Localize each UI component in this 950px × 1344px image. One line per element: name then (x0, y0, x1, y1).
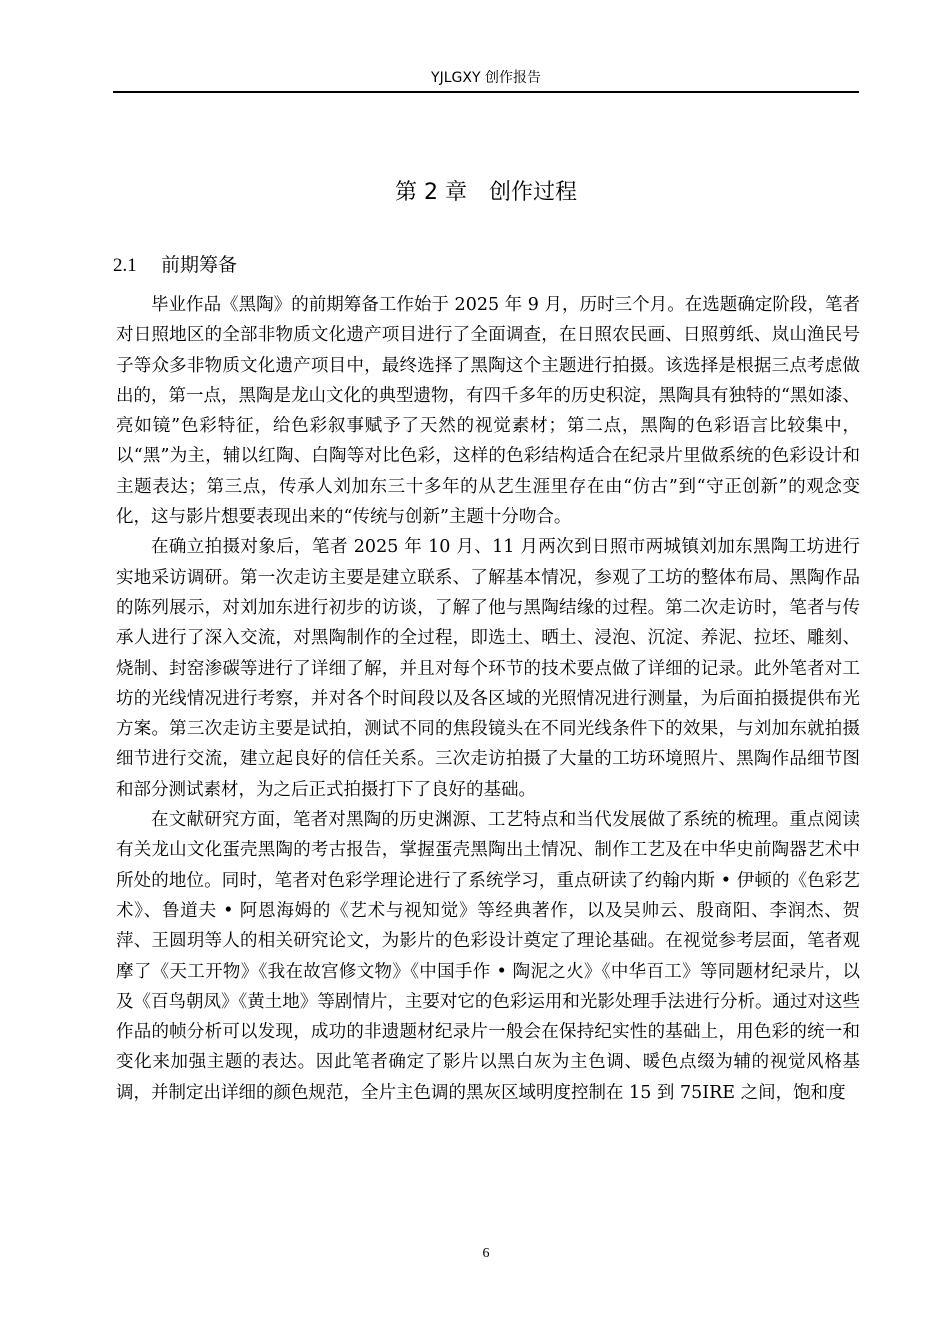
body-text (116, 290, 860, 1108)
chapter-title (113, 176, 859, 210)
header-rule (113, 91, 859, 93)
paragraph: 在确立拍摄对象后，笔者 2025 年 10 月、11 月两次到日照市两城镇刘加东黑陶工坊进行实地采访调研。第一次走访主要是建立联系、了解基本情况，参观了工坊的整体布局、黑陶作品的陈列展示，对刘加东进行初步的访谈，了解了他与黑陶结缘的过程。第二次走访时，笔者与传承人进行了深入交流，对黑陶制作的全过程，即选土、晒土、浸泡、沉淀、养泥、拉坯、雕刻、烧制、封窑渗碳等进行了详细了解，并且对每个环节的技术要点做了详细的记录。此外笔者对工坊的光线情况进行考察，并对各个时间段以及各区域的光照情况进行测量，为后面拍摄提供布光方案。第三次走访主要是试拍，测试不同的焦段镜头在不同光线条件下的效果，与刘加东就拍摄细节进行交流，建立起良好的信任关系。三次走访拍摄了大量的工坊环境照片、黑陶作品细节图和部分测试素材，为之后正式拍摄打下了良好的基础。 (116, 537, 860, 800)
chapter-number: 第 2 章 (395, 180, 467, 205)
paragraph: 毕业作品《黑陶》的前期筹备工作始于 2025 年 9 月，历时三个月。在选题确定阶段，笔者对日照地区的全部非物质文化遗产项目进行了全面调查，在日照农民画、日照剪纸、岚山渔民号子等众多非物质文化遗产项目中，最终选择了黑陶这个主题进行拍摄。该选择是根据三点考虑做出的，第一点，黑陶是龙山文化的典型遗物，有四千多年的历史积淀，黑陶具有独特的“黑如漆、亮如镜”色彩特征，给色彩叙事赋予了天然的视觉素材；第二点，黑陶的色彩语言比较集中，以“黑”为主，辅以红陶、白陶等对比色彩，这样的色彩结构适合在纪录片里做系统的色彩设计和主题表达；第三点，传承人刘加东三十多年的从艺生涯里存在由“仿古”到“守正创新”的观念变化，这与影片想要表现出来的“传统与创新”主题十分吻合。 (116, 295, 860, 528)
section-heading (113, 251, 237, 280)
paragraph: 在文献研究方面，笔者对黑陶的历史渊源、工艺特点和当代发展做了系统的梳理。重点阅读有关龙山文化蛋壳黑陶的考古报告，掌握蛋壳黑陶出土情况、制作工艺及在中华史前陶器艺术中所处的地位。同时，笔者对色彩学理论进行了系统学习，重点研读了约翰内斯 • 伊顿的《色彩艺术》、鲁道夫 • 阿恩海姆的《艺术与视知觉》等经典著作，以及吴帅云、殷商阳、李润杰、贺萍、王圆玥等人的相关研究论文，为影片的色彩设计奠定了理论基础。在视觉参考层面，笔者观摩了《天工开物》《我在故宫修文物》《中国手作 • 陶泥之火》《中华百工》等同题材纪录片，以及《百鸟朝凤》《黄土地》等剧情片，主要对它的色彩运用和光影处理手法进行分析。通过对这些作品的帧分析可以发现，成功的非遗题材纪录片一般会在保持纪实性的基础上，用色彩的统一和变化来加强主题的表达。因此笔者确定了影片以黑白灰为主色调、暖色点缀为辅的视觉风格基调，并制定出详细的颜色规范，全片主色调的黑灰区域明度控制在 15 到 75IRE 之间，饱和度 (116, 810, 860, 1103)
page-number: 6 (482, 1246, 490, 1261)
running-header: YJLGXY 创作报告 (431, 70, 541, 86)
chapter-name: 创作过程 (488, 180, 577, 205)
section-number: 2.1 (113, 255, 137, 276)
section-title: 前期筹备 (161, 254, 238, 276)
